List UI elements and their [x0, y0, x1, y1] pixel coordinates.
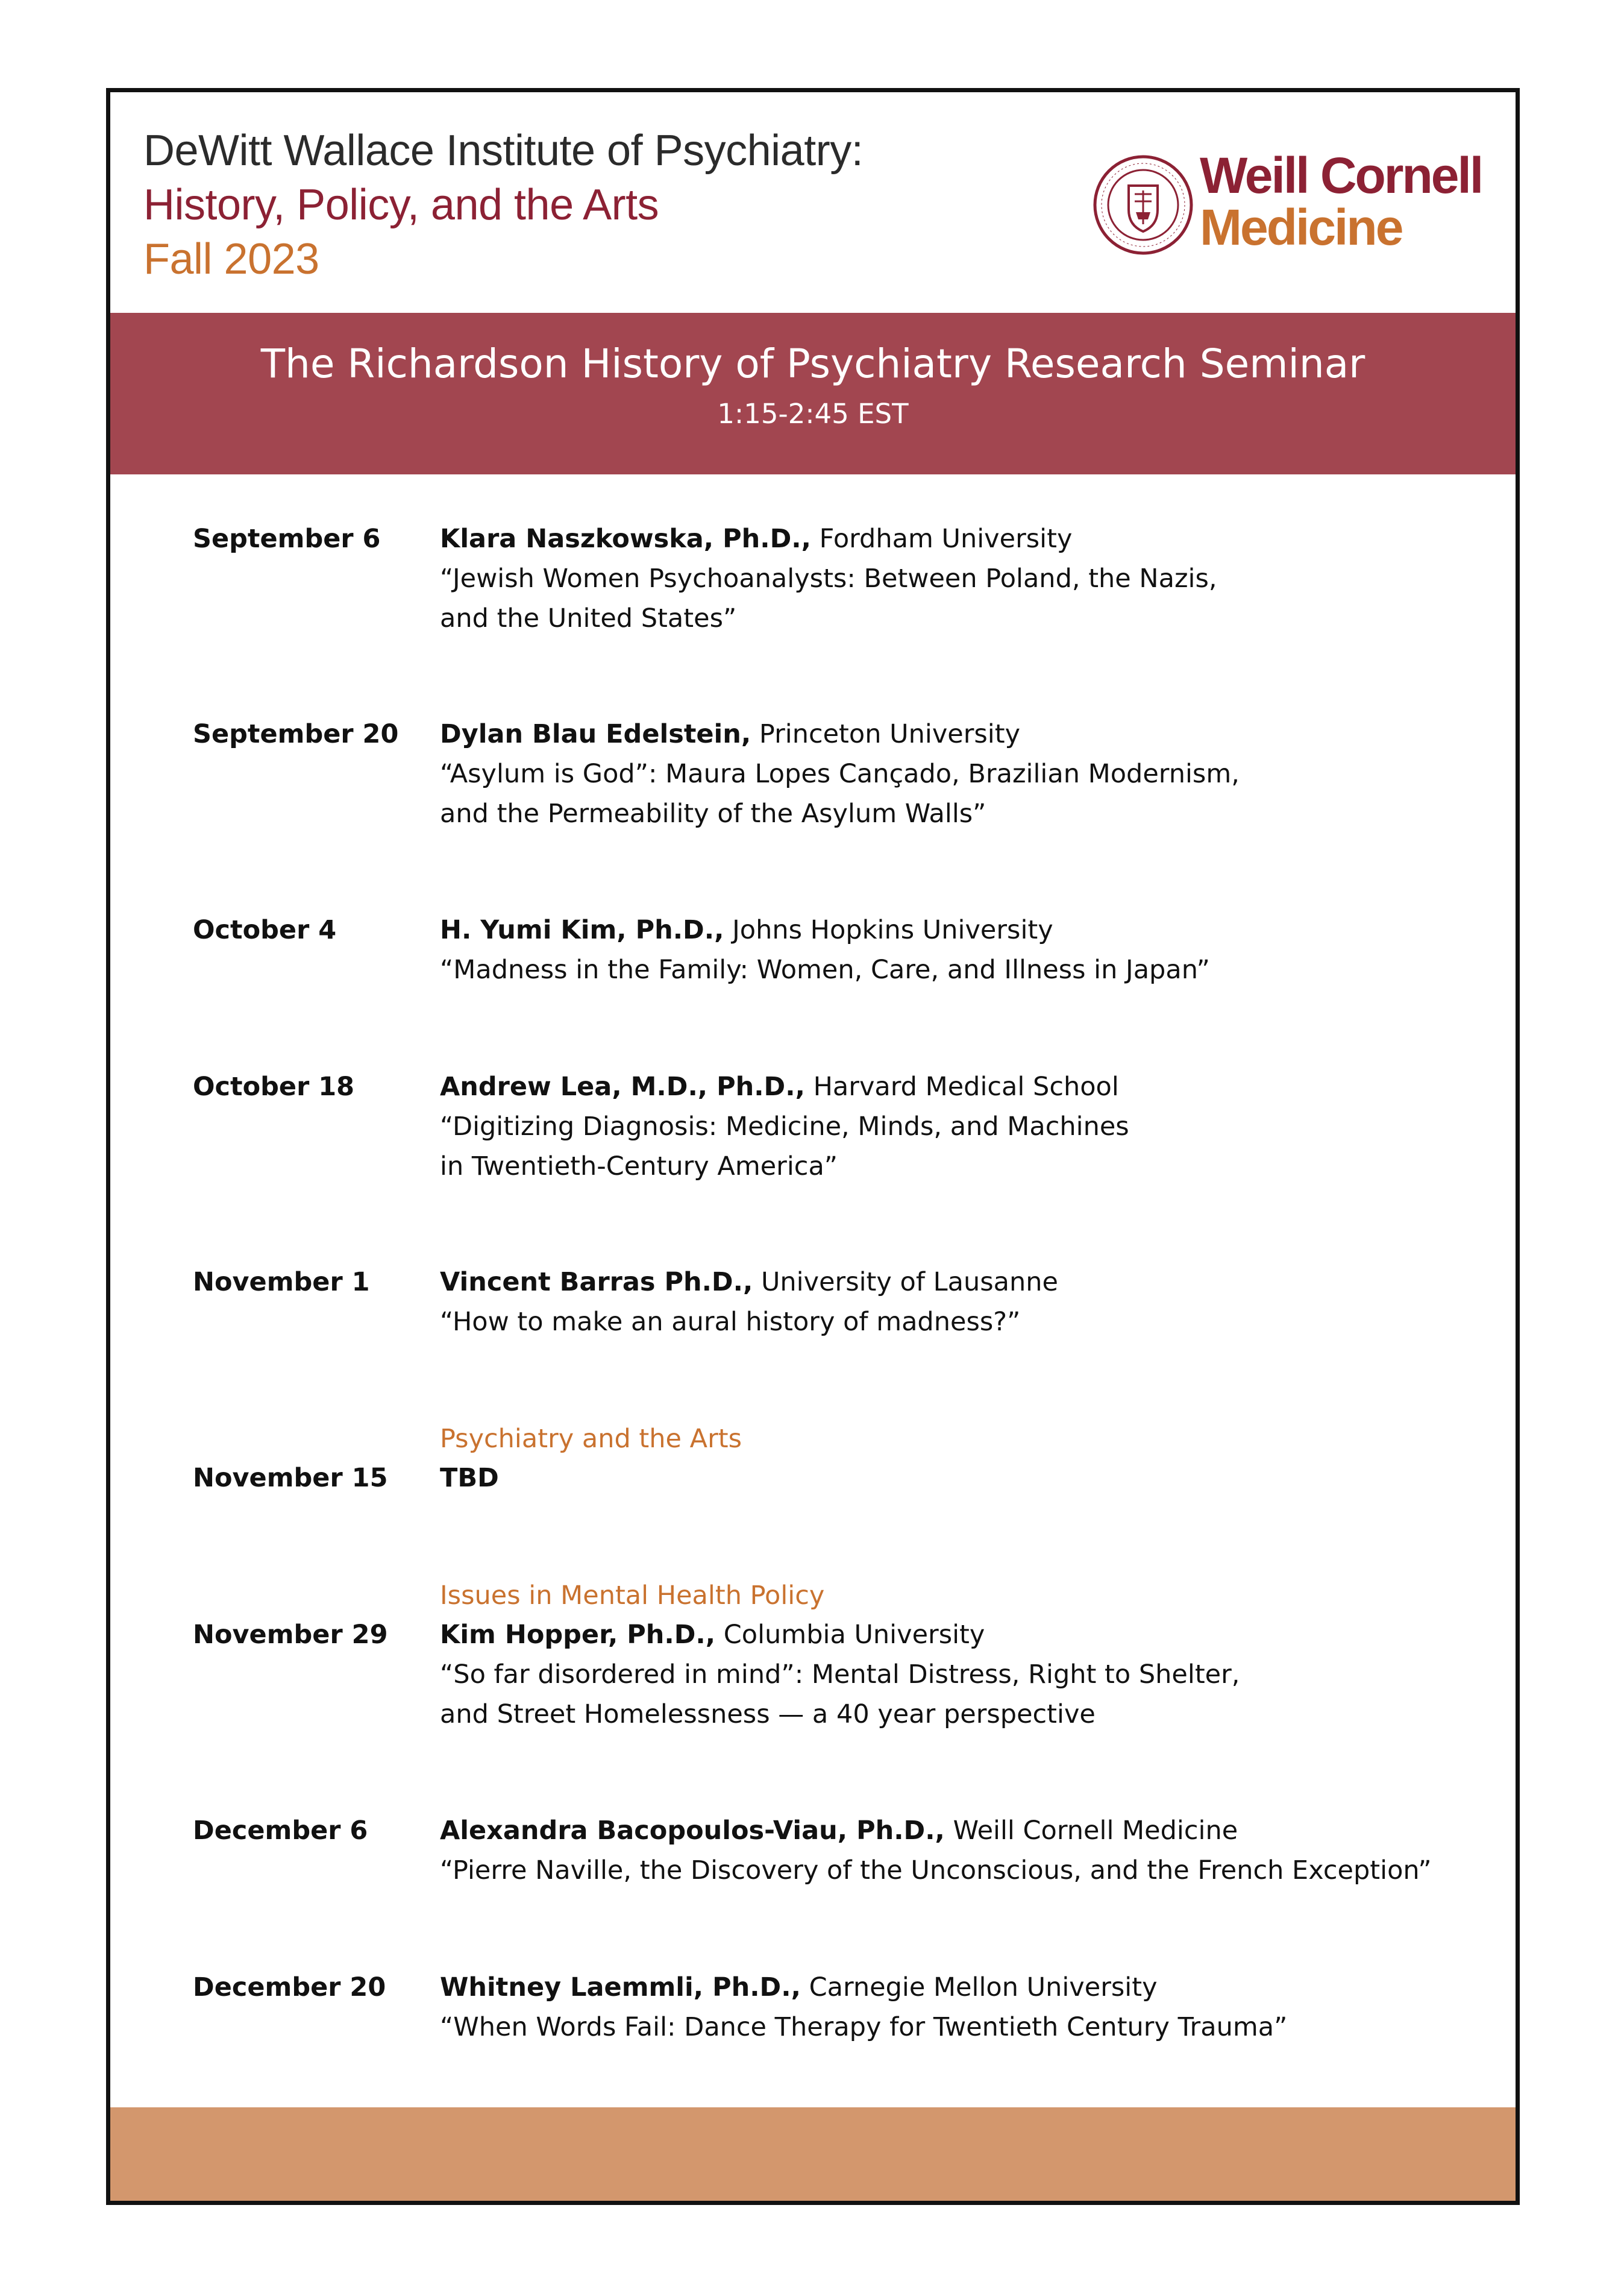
event-title-line: “So far disordered in mind”: Mental Distress, Right to Shelter,: [440, 1659, 1240, 1690]
event-speaker-line: [440, 1615, 1240, 1655]
event-detail: [440, 1615, 1240, 1734]
event-detail: [440, 1811, 1432, 1890]
event-title-line: “How to make an aural history of madness?”: [440, 1307, 1021, 1337]
event-title-line: “Pierre Naville, the Discovery of the Unconscious, and the French Exception”: [440, 1855, 1432, 1886]
event-affiliation: Princeton University: [751, 719, 1021, 749]
event-date: October 4: [193, 915, 337, 945]
event-affiliation: Carnegie Mellon University: [800, 1972, 1158, 2002]
event-speaker: Kim Hopper, Ph.D.,: [440, 1620, 716, 1650]
event-title-line: and Street Homelessness — a 40 year perspective: [440, 1699, 1096, 1729]
event-detail: [440, 1967, 1287, 2047]
event-date: September 20: [193, 719, 399, 749]
event-speaker-line: [440, 519, 1217, 559]
event-date: September 6: [193, 524, 381, 554]
schedule-list: [110, 92, 1516, 2201]
event-title-line: “Jewish Women Psychoanalysts: Between Poland, the Nazis,: [440, 564, 1217, 594]
event-speaker: Andrew Lea, M.D., Ph.D.,: [440, 1072, 805, 1102]
footer-band: [110, 2107, 1516, 2201]
event-speaker-line: [440, 714, 1240, 754]
event-date: December 6: [193, 1816, 368, 1846]
event-speaker: Dylan Blau Edelstein,: [440, 719, 751, 749]
event-detail: [440, 519, 1217, 638]
event-title-line: in Twentieth-Century America”: [440, 1151, 838, 1181]
event-speaker: Klara Naszkowska, Ph.D.,: [440, 524, 811, 554]
flyer-frame: [106, 88, 1520, 2205]
event-speaker: Whitney Laemmli, Ph.D.,: [440, 1972, 801, 2002]
event-affiliation: University of Lausanne: [753, 1267, 1058, 1297]
event-speaker-line: [440, 1811, 1432, 1851]
event-affiliation: Weill Cornell Medicine: [944, 1816, 1238, 1846]
event-detail: [440, 1067, 1129, 1186]
event-title-line: “Digitizing Diagnosis: Medicine, Minds, and Machines: [440, 1112, 1129, 1142]
event-affiliation: Columbia University: [715, 1620, 985, 1650]
event-title-line: “Madness in the Family: Women, Care, and Illness in Japan”: [440, 955, 1210, 985]
event-detail: [440, 1262, 1058, 1342]
event-speaker: TBD: [440, 1463, 499, 1493]
event-series-label: Issues in Mental Health Policy: [440, 1580, 825, 1611]
event-date: November 15: [193, 1463, 388, 1493]
event-title-line: “Asylum is God”: Maura Lopes Cançado, Brazilian Modernism,: [440, 759, 1240, 789]
event-speaker-line: [440, 910, 1210, 950]
institute-name: DeWitt Wallace Institute of Psychiatry:: [143, 127, 864, 175]
event-date: October 18: [193, 1072, 355, 1102]
seminar-title: The Richardson History of Psychiatry Research Seminar: [260, 341, 1365, 387]
event-series-label: Psychiatry and the Arts: [440, 1424, 742, 1454]
event-speaker-line: [440, 1262, 1058, 1302]
event-title-line: and the Permeability of the Asylum Walls”: [440, 799, 986, 829]
event-title-line: “When Words Fail: Dance Therapy for Twentieth Century Trauma”: [440, 2012, 1288, 2042]
event-speaker-line: [440, 1967, 1287, 2007]
logo-line-2: Medicine: [1200, 199, 1402, 256]
event-speaker: Alexandra Bacopoulos-Viau, Ph.D.,: [440, 1816, 945, 1846]
seminar-time: 1:15-2:45 EST: [717, 398, 909, 430]
event-detail: [440, 1458, 499, 1498]
event-detail: [440, 714, 1240, 834]
institute-subtitle: History, Policy, and the Arts: [143, 181, 659, 229]
event-affiliation: Harvard Medical School: [804, 1072, 1119, 1102]
event-title-line: and the United States”: [440, 603, 737, 634]
logo-line-1: Weill Cornell: [1200, 147, 1482, 204]
semester-label: Fall 2023: [143, 235, 319, 283]
event-affiliation: Fordham University: [810, 524, 1073, 554]
event-date: November 29: [193, 1620, 388, 1650]
event-speaker-line: [440, 1458, 499, 1498]
event-affiliation: Johns Hopkins University: [724, 915, 1053, 945]
event-speaker: H. Yumi Kim, Ph.D.,: [440, 915, 724, 945]
event-speaker-line: [440, 1067, 1129, 1107]
event-date: December 20: [193, 1972, 386, 2002]
event-detail: [440, 910, 1210, 990]
event-date: November 1: [193, 1267, 370, 1297]
event-speaker: Vincent Barras Ph.D.,: [440, 1267, 753, 1297]
